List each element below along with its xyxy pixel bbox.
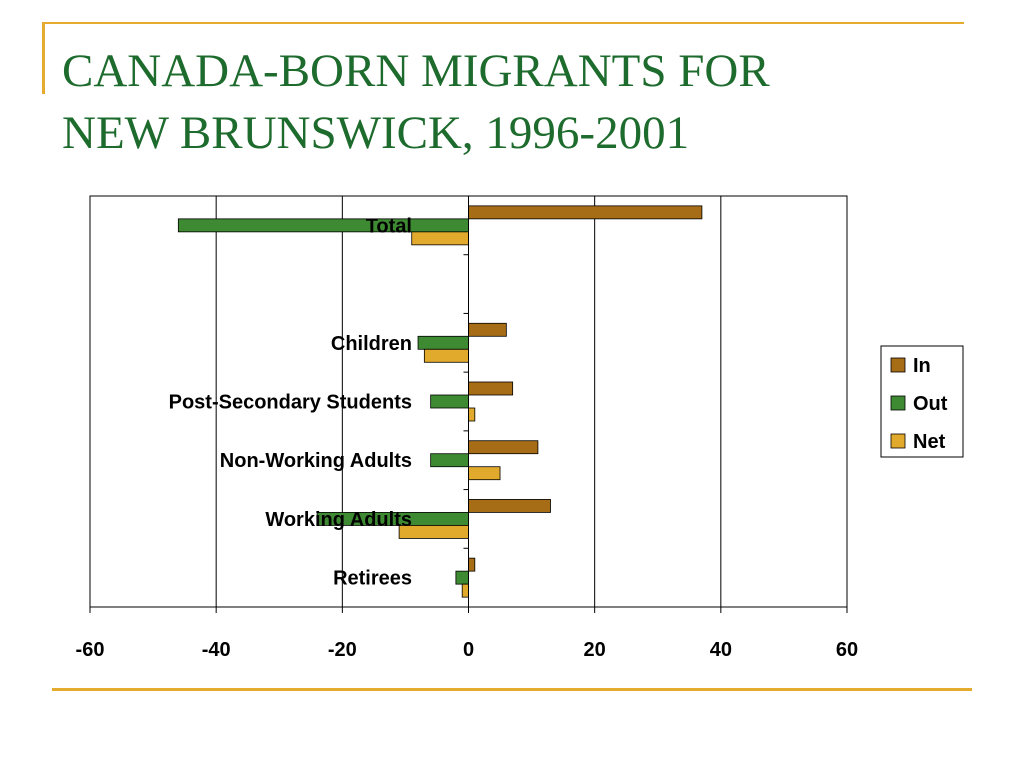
legend [881, 346, 963, 457]
bar-out-2 [418, 336, 468, 349]
bar-net-2 [424, 349, 468, 362]
legend-swatch-in [891, 358, 905, 372]
x-tick-label-0: -60 [75, 639, 105, 661]
legend-label-net: Net [913, 431, 946, 453]
x-tick-label-5: 40 [709, 639, 732, 661]
bar-out-6 [456, 571, 469, 584]
category-label-0: Total [365, 215, 412, 238]
x-tick-label-3: 0 [462, 639, 475, 661]
bottom-rule [52, 688, 972, 691]
bar-in-3 [469, 382, 513, 395]
legend-swatch-out [891, 396, 905, 410]
x-tick-label-2: -20 [327, 639, 357, 661]
bar-out-4 [431, 454, 469, 467]
slide-title-line-2: NEW BRUNSWICK, 1996-2001 [62, 107, 690, 159]
category-label-6: Retirees [333, 567, 412, 590]
category-label-4: Non-Working Adults [219, 450, 412, 473]
bar-net-0 [412, 232, 469, 245]
plot-area [76, 196, 859, 661]
category-label-3: Post-Secondary Students [168, 391, 412, 414]
bar-out-3 [431, 395, 469, 408]
category-label-5: Working Adults [265, 508, 412, 531]
x-tick-label-1: -40 [201, 639, 231, 661]
bar-net-6 [462, 584, 468, 597]
bar-in-2 [469, 323, 507, 336]
legend-swatch-net [891, 434, 905, 448]
bar-out-0 [178, 219, 468, 232]
bar-in-4 [469, 441, 538, 454]
x-tick-label-4: 20 [583, 639, 606, 661]
bar-in-0 [469, 206, 702, 219]
legend-label-out: Out [913, 393, 948, 415]
bar-in-5 [469, 499, 551, 512]
bar-in-6 [469, 558, 475, 571]
slide-title-line-1: CANADA-BORN MIGRANTS FOR [62, 45, 770, 97]
legend-label-in: In [913, 355, 931, 377]
x-tick-label-6: 60 [835, 639, 859, 661]
bar-net-3 [469, 408, 475, 421]
category-label-2: Children [330, 332, 412, 355]
bar-net-4 [469, 467, 501, 480]
